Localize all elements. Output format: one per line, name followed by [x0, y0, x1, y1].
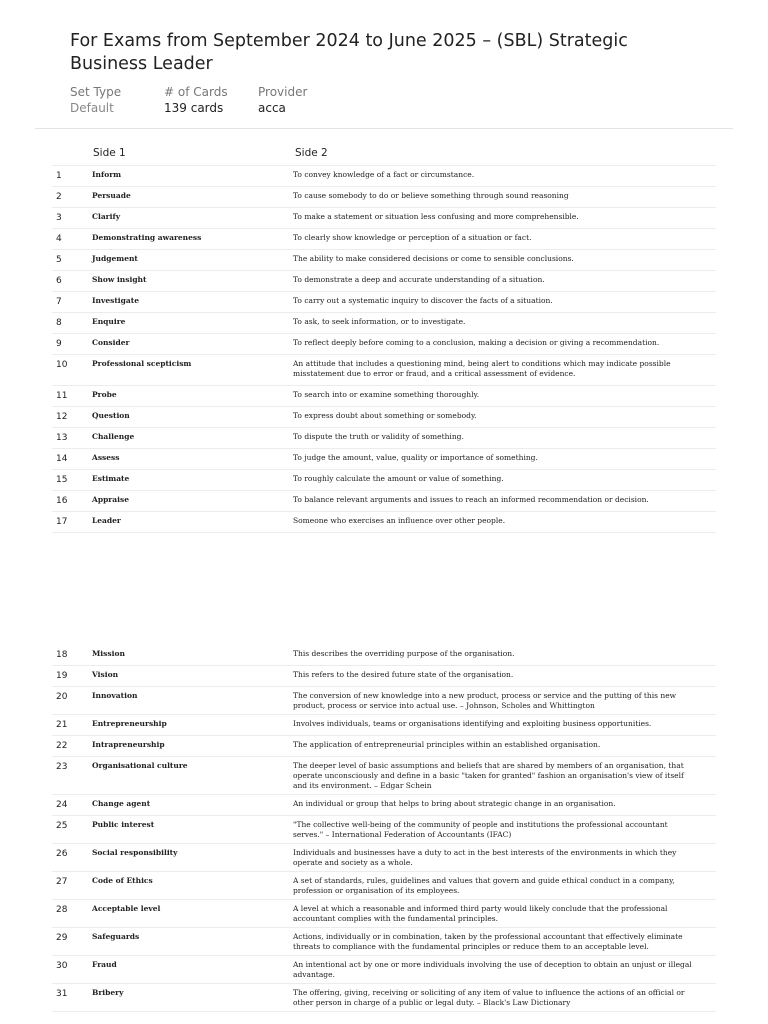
row-number: 23 — [56, 762, 68, 772]
page-title: For Exams from September 2024 to June 2025 – (SBL) Strategic Business Leader — [70, 31, 628, 74]
cards-label: # of Cards — [164, 85, 228, 99]
card-definition: To dispute the truth or validity of something. — [293, 432, 464, 441]
meta-provider — [258, 85, 307, 117]
cards-value: 139 cards — [164, 101, 224, 115]
set-header — [70, 30, 710, 76]
row-number: 29 — [56, 933, 68, 943]
table-row — [52, 872, 716, 900]
card-definition: The deeper level of basic assumptions and beliefs that are shared by members of an organisation, that operate unconsciously and define in a basic "taken for granted" fashion an organisation's view of itself and its environment. – Edgar Schein — [293, 761, 684, 790]
card-definition: To express doubt about something or somebody. — [293, 411, 477, 420]
card-term: Judgement — [92, 254, 138, 263]
card-definition: The ability to make considered decisions or come to sensible conclusions. — [293, 254, 574, 263]
card-term: Code of Ethics — [92, 876, 153, 885]
row-number: 24 — [56, 800, 68, 810]
row-number: 8 — [56, 318, 62, 328]
table-row — [52, 795, 716, 816]
card-definition: The application of entrepreneurial principles within an established organisation. — [293, 740, 601, 749]
set-type-value: Default — [70, 101, 114, 115]
card-definition: To clearly show knowledge or perception of a situation or fact. — [293, 233, 532, 242]
card-definition: To reflect deeply before coming to a conclusion, making a decision or giving a recommendation. — [293, 338, 660, 347]
card-term: Demonstrating awareness — [92, 233, 202, 242]
card-definition: To ask, to seek information, or to investigate. — [293, 317, 466, 326]
table-row — [52, 928, 716, 956]
row-number: 27 — [56, 877, 68, 887]
card-term: Fraud — [92, 960, 117, 969]
card-definition: To carry out a systematic inquiry to discover the facts of a situation. — [293, 296, 553, 305]
card-term: Mission — [92, 649, 125, 658]
card-term: Professional scepticism — [92, 359, 192, 368]
card-term: Estimate — [92, 474, 130, 483]
card-term: Probe — [92, 390, 117, 399]
row-number: 18 — [56, 650, 68, 660]
cards-table-page-1 — [52, 166, 716, 533]
table-row — [52, 512, 716, 533]
set-type-label: Set Type — [70, 85, 122, 99]
card-term: Safeguards — [92, 932, 140, 941]
card-term: Enquire — [92, 317, 126, 326]
row-number: 22 — [56, 741, 68, 751]
table-row — [52, 407, 716, 428]
row-number: 14 — [56, 454, 68, 464]
row-number: 31 — [56, 989, 68, 999]
card-term: Intrapreneurship — [92, 740, 165, 749]
provider-value[interactable]: acca — [258, 101, 286, 115]
row-number: 25 — [56, 821, 68, 831]
table-row — [52, 687, 716, 715]
card-term: Entrepreneurship — [92, 719, 167, 728]
table-row — [52, 355, 716, 386]
card-definition: To make a statement or situation less confusing and more comprehensible. — [293, 212, 579, 221]
table-row — [52, 208, 716, 229]
card-definition: Actions, individually or in combination, taken by the professional accountant that effectively eliminate threats to compliance with the fundamental principles or reduce them to an acceptable level. — [293, 932, 683, 951]
card-definition: To search into or examine something thoroughly. — [293, 390, 480, 399]
table-header — [52, 147, 716, 166]
table-row — [52, 271, 716, 292]
card-term: Appraise — [92, 495, 129, 504]
table-row — [52, 816, 716, 844]
card-term: Acceptable level — [92, 904, 161, 913]
card-term: Investigate — [92, 296, 139, 305]
table-row — [52, 386, 716, 407]
row-number: 17 — [56, 517, 68, 527]
card-definition: The conversion of new knowledge into a new product, process or service and the putting of this new product, process or service into actual use. – Johnson, Scholes and Whittington — [293, 691, 677, 710]
table-row — [52, 292, 716, 313]
row-number: 1 — [56, 171, 62, 181]
card-definition: A level at which a reasonable and informed third party would likely conclude that the professional accountant complies with the fundamental principles. — [293, 904, 668, 923]
table-row — [52, 250, 716, 271]
row-number: 28 — [56, 905, 68, 915]
row-number: 26 — [56, 849, 68, 859]
card-term: Clarify — [92, 212, 121, 221]
row-number: 3 — [56, 213, 62, 223]
table-row — [52, 984, 716, 1012]
card-definition: To balance relevant arguments and issues to reach an informed recommendation or decision. — [293, 495, 649, 504]
row-number: 11 — [56, 391, 68, 401]
header-divider — [35, 128, 733, 129]
card-term: Question — [92, 411, 130, 420]
row-number: 30 — [56, 961, 68, 971]
card-definition: This refers to the desired future state of the organisation. — [293, 670, 514, 679]
table-row — [52, 449, 716, 470]
card-term: Assess — [92, 453, 120, 462]
card-definition: This describes the overriding purpose of the organisation. — [293, 649, 515, 658]
card-definition: Individuals and businesses have a duty to act in the best interests of the environments in which they operate and society as a whole. — [293, 848, 677, 867]
card-term: Leader — [92, 516, 121, 525]
card-term: Challenge — [92, 432, 135, 441]
meta-set-type — [70, 85, 121, 117]
card-term: Inform — [92, 170, 122, 179]
card-term: Show insight — [92, 275, 147, 284]
row-number: 19 — [56, 671, 68, 681]
row-number: 4 — [56, 234, 62, 244]
provider-label: Provider — [258, 85, 308, 99]
row-number: 12 — [56, 412, 68, 422]
card-definition: To judge the amount, value, quality or importance of something. — [293, 453, 538, 462]
row-number: 16 — [56, 496, 68, 506]
row-number: 13 — [56, 433, 68, 443]
card-definition: To cause somebody to do or believe something through sound reasoning — [293, 191, 569, 200]
side2-header: Side 2 — [295, 147, 328, 159]
side1-header: Side 1 — [93, 147, 126, 159]
card-term: Vision — [92, 670, 119, 679]
table-row — [52, 428, 716, 449]
table-row — [52, 666, 716, 687]
card-term: Organisational culture — [92, 761, 188, 770]
table-row — [52, 900, 716, 928]
table-row — [52, 715, 716, 736]
table-row — [52, 844, 716, 872]
card-definition: An intentional act by one or more individuals involving the use of deception to obtain an unjust or illegal advantage. — [293, 960, 692, 979]
table-row — [52, 166, 716, 187]
row-number: 5 — [56, 255, 62, 265]
card-definition: A set of standards, rules, guidelines and values that govern and guide ethical conduct in a company, profession or organisation of its employees. — [293, 876, 675, 895]
card-term: Innovation — [92, 691, 138, 700]
table-row — [52, 956, 716, 984]
card-term: Public interest — [92, 820, 155, 829]
card-definition: To convey knowledge of a fact or circumstance. — [293, 170, 475, 179]
table-row — [52, 491, 716, 512]
row-number: 6 — [56, 276, 62, 286]
table-row — [52, 470, 716, 491]
card-definition: An attitude that includes a questioning mind, being alert to conditions which may indicate possible misstatement due to error or fraud, and a critical assessment of evidence. — [293, 359, 671, 378]
cards-table-page-2 — [52, 645, 716, 1012]
card-definition: Someone who exercises an influence over other people. — [293, 516, 506, 525]
card-definition: Involves individuals, teams or organisations identifying and exploiting business opportunities. — [293, 719, 652, 728]
card-definition: "The collective well-being of the community of people and institutions the professional accountant serves." – International Federation of Accountants (IFAC) — [293, 820, 668, 839]
row-number: 15 — [56, 475, 68, 485]
row-number: 21 — [56, 720, 68, 730]
meta-cards — [164, 85, 228, 117]
row-number: 9 — [56, 339, 62, 349]
table-row — [52, 229, 716, 250]
card-definition: To demonstrate a deep and accurate understanding of a situation. — [293, 275, 545, 284]
table-row — [52, 645, 716, 666]
card-definition: The offering, giving, receiving or soliciting of any item of value to influence the actions of an official or other person in charge of a public or legal duty. – Black's Law Dictionary — [293, 988, 685, 1007]
card-term: Consider — [92, 338, 130, 347]
card-term: Persuade — [92, 191, 131, 200]
card-definition: To roughly calculate the amount or value of something. — [293, 474, 504, 483]
card-definition: An individual or group that helps to bring about strategic change in an organisation. — [293, 799, 616, 808]
row-number: 2 — [56, 192, 62, 202]
row-number: 20 — [56, 692, 68, 702]
card-term: Bribery — [92, 988, 124, 997]
card-term: Social responsibility — [92, 848, 178, 857]
table-row — [52, 757, 716, 795]
table-row — [52, 334, 716, 355]
table-row — [52, 736, 716, 757]
table-row — [52, 187, 716, 208]
row-number: 7 — [56, 297, 62, 307]
row-number: 10 — [56, 360, 68, 370]
card-term: Change agent — [92, 799, 151, 808]
table-row — [52, 313, 716, 334]
